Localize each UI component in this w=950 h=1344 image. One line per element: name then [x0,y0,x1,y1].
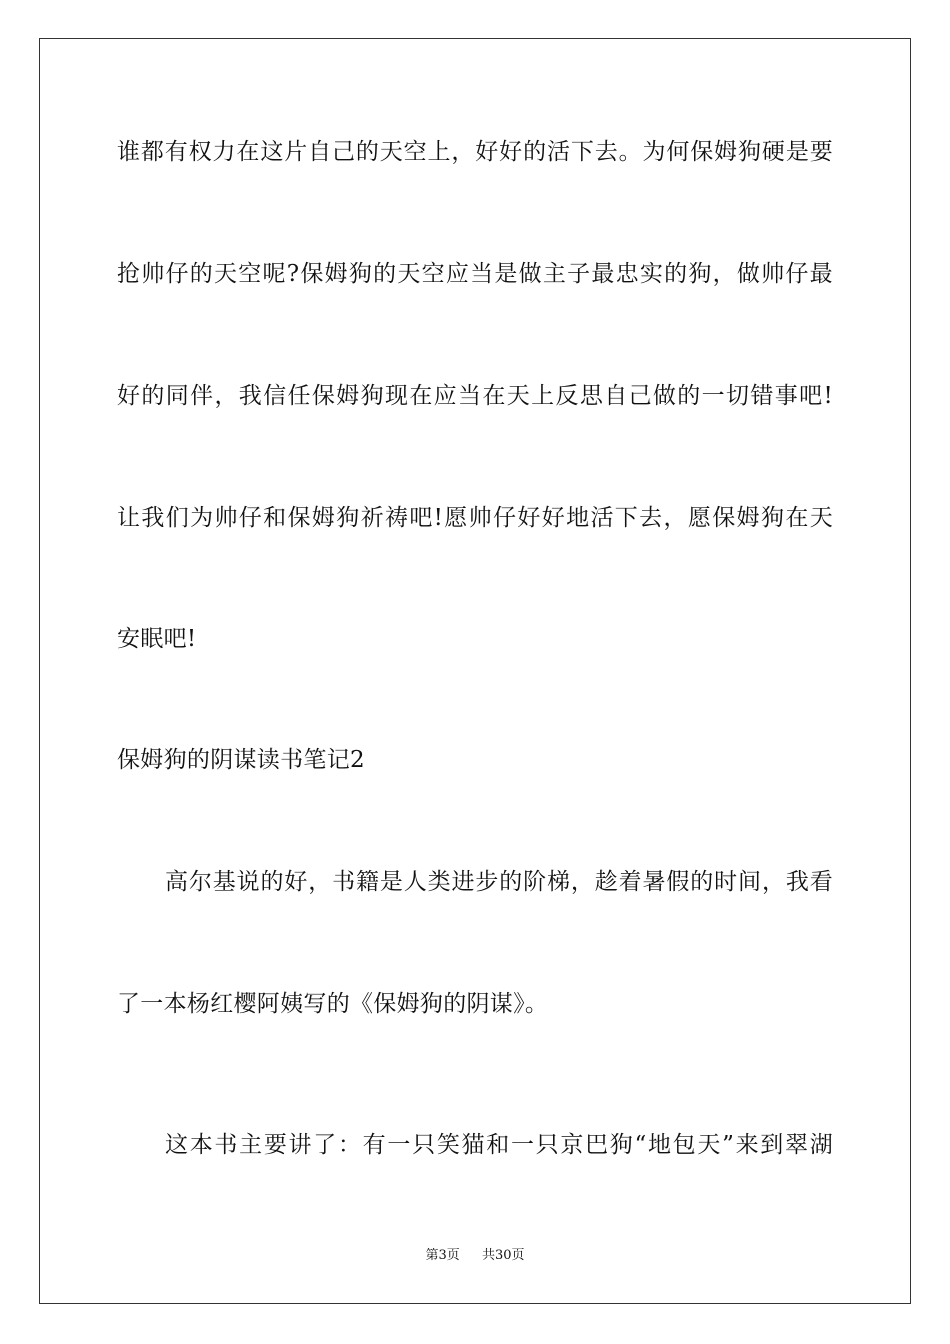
paragraph-1-line-3: 好的同伴，我信任保姆狗现在应当在天上反思自己做的一切错事吧! [117,383,833,409]
page-border [39,38,911,1304]
page-number: 第3页 [425,1248,460,1263]
section-heading: 保姆狗的阴谋读书笔记2 [117,747,365,773]
paragraph-2-line-2: 了一本杨红樱阿姨写的《保姆狗的阴谋》。 [117,991,549,1017]
page-footer [0,1246,950,1266]
paragraph-1-line-2: 抢帅仔的天空呢?保姆狗的天空应当是做主子最忠实的狗，做帅仔最 [117,261,833,287]
paragraph-3-line-1: 这本书主要讲了：有一只笑猫和一只京巴狗“地包天”来到翠湖 [165,1132,833,1158]
paragraph-1-line-4: 让我们为帅仔和保姆狗祈祷吧!愿帅仔好好地活下去，愿保姆狗在天 [117,505,833,531]
paragraph-1-line-5: 安眠吧! [117,626,197,652]
paragraph-1-line-1: 谁都有权力在这片自己的天空上，好好的活下去。为何保姆狗硬是要 [117,139,833,165]
page-total: 共30页 [482,1248,525,1263]
paragraph-2-line-1: 高尔基说的好，书籍是人类进步的阶梯，趁着暑假的时间，我看 [165,869,833,895]
